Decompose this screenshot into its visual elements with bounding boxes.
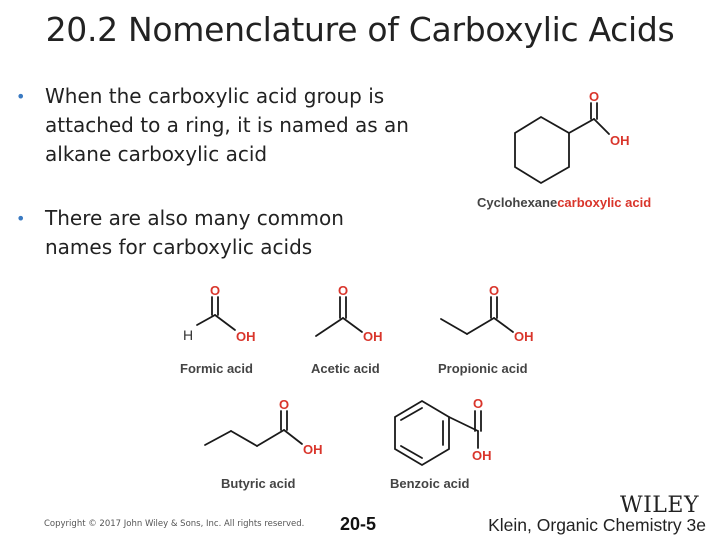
name-part-cyclohexane: Cyclohexane bbox=[477, 195, 558, 210]
chain-bond-3 bbox=[257, 430, 284, 446]
chain-bond-2 bbox=[231, 431, 257, 446]
bullet-text: When the carboxylic acid group is attached to a ring, it is named as an alkane carboxylic acid bbox=[45, 84, 409, 166]
formic-acid-structure bbox=[197, 297, 235, 330]
carbon-hydroxyl-bond bbox=[494, 318, 513, 332]
cyclohexanecarboxylic-acid-structure bbox=[515, 103, 609, 183]
ring-carbonyl-bond bbox=[449, 417, 478, 431]
aromatic-inner-bond-3 bbox=[401, 408, 422, 420]
propionic-acid-structure bbox=[441, 297, 513, 334]
formic-oxygen-label: O bbox=[209, 283, 221, 298]
benzene-ring bbox=[395, 401, 449, 465]
aromatic-inner-bond-2 bbox=[401, 446, 422, 458]
carbon-hydroxyl-bond bbox=[215, 315, 235, 330]
methyl-carbon-bond bbox=[316, 318, 343, 336]
acetic-acid-structure bbox=[316, 297, 362, 336]
carbon-hydroxyl-bond bbox=[343, 318, 362, 332]
ring-carbonyl-bond bbox=[569, 119, 594, 133]
formic-acid-name: Formic acid bbox=[180, 361, 253, 376]
cyclohexane-ring bbox=[515, 117, 569, 183]
page-number: 20-5 bbox=[340, 514, 377, 534]
butyric-hydroxyl-label: OH bbox=[303, 442, 323, 457]
benzoic-hydroxyl-label: OH bbox=[472, 448, 492, 463]
cyclohexanecarboxylic-acid-name bbox=[477, 195, 651, 210]
propionic-acid-name: Propionic acid bbox=[438, 361, 528, 376]
benzoic-acid-name: Benzoic acid bbox=[390, 476, 470, 491]
h-carbon-bond bbox=[197, 315, 215, 325]
benzoic-oxygen-label: O bbox=[472, 396, 484, 411]
bullet-marker: • bbox=[16, 87, 26, 106]
chain-bond-1 bbox=[205, 431, 231, 445]
benzoic-acid-structure bbox=[395, 401, 481, 465]
carbon-hydroxyl-bond bbox=[594, 119, 609, 134]
copyright-notice: Copyright © 2017 John Wiley & Sons, Inc. All rights reserved. bbox=[44, 519, 305, 529]
wiley-logo: WILEY bbox=[620, 493, 699, 518]
carbon-hydroxyl-bond bbox=[284, 430, 302, 444]
acetic-hydroxyl-label: OH bbox=[363, 329, 383, 344]
acetic-oxygen-label: O bbox=[337, 283, 349, 298]
propionic-hydroxyl-label: OH bbox=[514, 329, 534, 344]
butyric-acid-name: Butyric acid bbox=[221, 476, 296, 491]
chain-bond-2 bbox=[467, 318, 494, 334]
formic-hydrogen-label: H bbox=[183, 327, 194, 343]
acetic-acid-name: Acetic acid bbox=[311, 361, 380, 376]
name-part-carboxylic-acid: carboxylic acid bbox=[557, 195, 652, 210]
book-reference: Klein, Organic Chemistry 3e bbox=[488, 515, 706, 535]
butyric-oxygen-label: O bbox=[278, 397, 290, 412]
bullet-text: There are also many common names for carboxylic acids bbox=[45, 206, 344, 259]
chain-bond-1 bbox=[441, 319, 467, 334]
bullet-marker: • bbox=[16, 209, 26, 228]
slide-title: 20.2 Nomenclature of Carboxylic Acids bbox=[45, 10, 675, 49]
butyric-acid-structure bbox=[205, 411, 302, 446]
cyclohexane-oxygen-label: O bbox=[588, 89, 600, 104]
formic-hydroxyl-label: OH bbox=[236, 329, 256, 344]
cyclohexane-hydroxyl-label: OH bbox=[610, 133, 630, 148]
propionic-oxygen-label: O bbox=[488, 283, 500, 298]
